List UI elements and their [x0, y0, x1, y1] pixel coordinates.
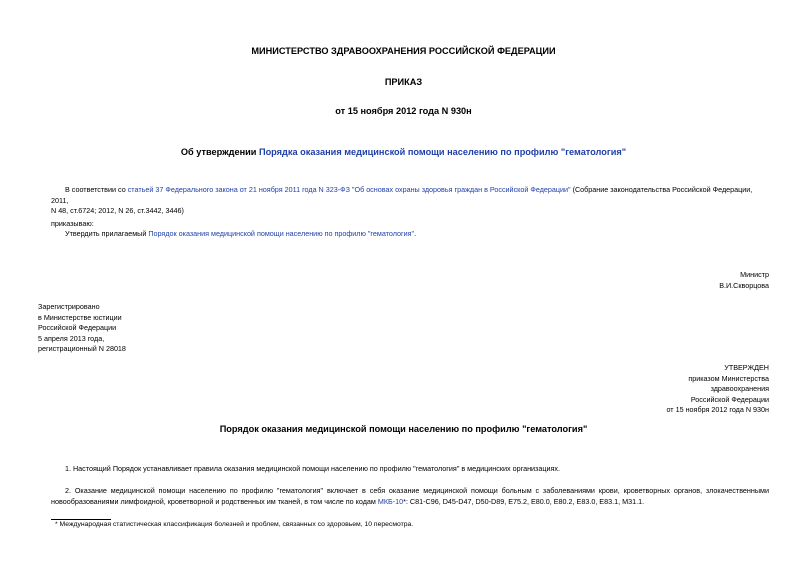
order-date-number: от 15 ноября 2012 года N 930н [335, 106, 472, 116]
signature-block [719, 270, 769, 291]
approval-line: от 15 ноября 2012 года N 930н [666, 405, 769, 414]
approval-line: Российской Федерации [690, 394, 769, 404]
registration-block [38, 302, 126, 355]
order-title-prefix: Об утверждении [180, 147, 259, 157]
registration-line: регистрационный N 28018 [38, 344, 126, 353]
procedure-paragraph-2 [51, 486, 769, 507]
procedure-link[interactable]: Порядок оказания медицинской помощи населению по профилю "гематология" [148, 229, 415, 238]
prikazyvayu-text: приказываю: [51, 219, 94, 228]
p2-line2-after: *: C81-C96, D45-D47, D50-D89, E75.2, E80.0, E80.2, E83.0, E83.1, M31.1. [403, 496, 645, 506]
approval-line: приказом Министерства [688, 373, 769, 383]
signature-role: Министр [740, 270, 769, 279]
registration-line: 5 апреля 2013 года, [38, 333, 105, 343]
mkb10-link[interactable]: МКБ-10 [377, 496, 404, 506]
approve-suffix: . [414, 229, 417, 238]
procedure-p2-line-1: 2. Оказание медицинской помощи населению по профилю "гематология" включает в себя оказание медицинской помощи больным с заболеваниями крови, кроветворных органов, злокачественными [65, 486, 769, 495]
registration-line: Зарегистрировано [38, 302, 100, 311]
approval-line: здравоохранения [710, 384, 769, 393]
procedure-paragraph-1: 1. Настоящий Порядок устанавливает правила оказания медицинской помощи населению по профилю "гематология" в медицинских организациях. [65, 464, 560, 473]
preamble-text-after: (Собрание законодательства Российской Федерации, 2011, [51, 185, 753, 205]
approval-line: УТВЕРЖДЕН [724, 363, 769, 372]
ministry-heading: МИНИСТЕРСТВО ЗДРАВООХРАНЕНИЯ РОССИЙСКОЙ ФЕДЕРАЦИИ [251, 46, 556, 56]
law-article-link[interactable]: статьей 37 Федерального закона от 21 ноября 2011 года N 323-ФЗ "Об основах охраны здоровья граждан в Российской Федерации" [127, 185, 571, 194]
procedure-p2-line-2 [51, 497, 769, 508]
registration-line: Российской Федерации [38, 323, 117, 332]
footnote-text: * Международная статистическая классификация болезней и проблем, связанных со здоровьем, 10 пересмотра. [55, 521, 414, 528]
procedure-title: Порядок оказания медицинской помощи населению по профилю "гематология" [219, 424, 588, 434]
approve-line [65, 229, 416, 240]
preamble-line-2: N 48, ст.6724; 2012, N 26, ст.3442, 3446) [51, 206, 184, 215]
preamble-paragraph [51, 185, 771, 217]
signature-name: В.И.Скворцова [719, 280, 769, 290]
order-title-link[interactable]: Порядка оказания медицинской помощи населению по профилю "гематология" [258, 147, 627, 157]
order-title [0, 147, 807, 157]
p2-line2-before: новообразованиями лимфоидной, кроветворной и родственных им тканей, в том числе по кодам [51, 496, 378, 506]
registration-line: в Министерстве юстиции [38, 312, 122, 322]
doc-type-heading: ПРИКАЗ [384, 77, 423, 87]
approve-prefix: Утвердить прилагаемый [65, 229, 149, 238]
preamble-line-1 [51, 185, 771, 206]
preamble-text-before: В соответствии со [65, 185, 128, 194]
approval-block [666, 363, 769, 416]
